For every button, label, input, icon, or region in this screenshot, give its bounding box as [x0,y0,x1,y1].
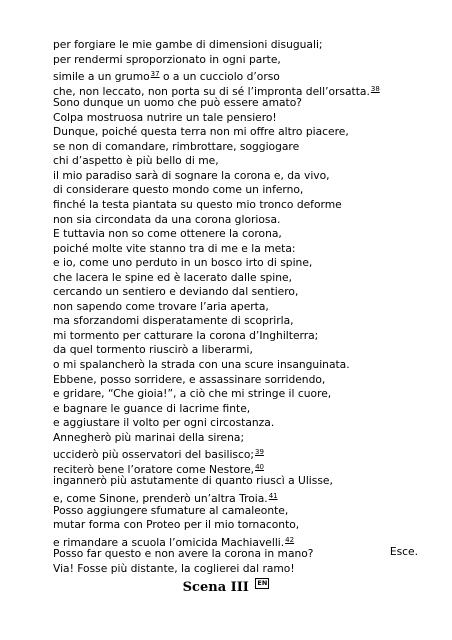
verse-text: poiché molte vite stanno tra di me e la meta: [53,241,296,255]
verse-text: mutar forma con Proteo per il mio tornaconto, [53,518,300,532]
verse-text: e, come Sinone, prenderò un’altra Troia. [53,491,268,505]
verse-line [53,53,433,68]
verse-text: e bagnare le guance di lacrime finte, [53,401,251,415]
verse-line [53,169,433,184]
verse-line [53,140,433,155]
verse-line [53,154,433,169]
verse-line [53,242,433,257]
verse-line [53,416,433,431]
verse-text: Colpa mostruosa nutrire un tale pensiero! [53,110,277,124]
verse-text: non sia circondata da una corona gloriosa. [53,212,281,226]
verse-text: Annegherò più marinai della sirena; [53,430,245,444]
verse-line [53,460,433,475]
verse-text: che lacera le spine ed è lacerato dalle spine, [53,270,293,284]
verse-text: reciterò bene l’oratore come Nestore, [53,462,255,476]
verse-line [53,504,433,519]
verse-text: di considerare questo mondo come un inferno, [53,183,304,197]
verse-text: e gridare, “Che gioia!”, a ciò che mi stringe il cuore, [53,387,332,401]
verse-line [53,111,433,126]
verse-text: Via! Fosse più distante, la coglierei dal ramo! [53,561,295,575]
verse-text: il mio paradiso sarà di sognare la corona e, da vivo, [53,168,330,182]
verse-text: finché la testa piantata su questo mio tronco deforme [53,198,342,212]
verse-text: cercando un sentiero e deviando dal sentiero, [53,285,299,299]
verse-text: se non di comandare, rimbrottare, soggiogare [53,139,300,153]
verse-text: Posso far questo e non avere la corona in mano? [53,547,314,561]
verse-text: simile a un grumo [53,70,150,84]
footnote-link[interactable]: 37 [150,70,160,79]
verse-line [53,547,433,562]
verse-text: Posso aggiungere sfumature al camaleonte, [53,503,289,517]
verse-text: che, non leccato, non porta su di sé l’impronta dell’orsatta. [53,84,370,98]
verse-text: e io, come uno perduto in un bosco irto di spine, [53,256,313,270]
verse-text: o mi spalancherò la strada con una scure insanguinata. [53,358,350,372]
verse-text: Sono dunque un uomo che può essere amato? [53,96,302,110]
footnote-link[interactable]: 42 [285,535,295,544]
verse-line [53,314,433,329]
verse-text: per rendermi sproporzionato in ogni parte, [53,52,281,66]
verse-line [53,358,433,373]
verse-text: ingannerò più astutamente di quanto riuscì a Ulisse, [53,474,333,488]
verse-line [53,285,433,300]
verse-line [53,227,433,242]
verse-line [53,198,433,213]
verse-line [53,213,433,228]
verse-line [53,67,433,82]
verse-text: per forgiare le mie gambe di dimensioni disuguali; [53,38,323,51]
verse-line [53,474,433,489]
verse-line [53,96,433,111]
stage-direction: Esce. [389,545,418,558]
verse-text: chi d’aspetto è più bello di me, [53,154,219,168]
scene-title: Scena III [182,580,249,595]
verse-text: e rimandare a scuola l’omicida Machiavelli. [53,535,285,549]
verse-line [53,402,433,417]
verse-line [53,82,433,97]
verse-line [53,300,433,315]
scene-heading [0,578,452,595]
verse-line [53,533,433,548]
verse-line [53,125,433,140]
verse-line [53,38,433,53]
verse-line [53,373,433,388]
verse-line [53,256,433,271]
verse-text: E tuttavia non so come ottenere la corona, [53,227,282,241]
verse-line [53,343,433,358]
footnote-link[interactable]: 41 [268,491,278,500]
verse-line [53,445,433,460]
verse-text: ucciderò più osservatori del basilisco; [53,448,255,462]
verse-line [53,489,433,504]
language-switch-button[interactable]: EN [257,579,268,587]
verse-line [53,271,433,286]
footnote-link[interactable]: 39 [255,448,264,457]
verse-block [53,38,433,576]
verse-text: e aggiustare il volto per ogni circostanza. [53,416,275,430]
verse-text: mi tormento per catturare la corona d’Inghilterra; [53,328,319,342]
verse-line [53,183,433,198]
verse-text: Ebbene, posso sorridere, e assassinare sorridendo, [53,372,326,386]
verse-text: non sapendo come trovare l’aria aperta, [53,299,269,313]
verse-line [53,518,433,533]
verse-line [53,387,433,402]
verse-line [53,431,433,446]
footnote-link[interactable]: 40 [255,462,264,471]
verse-text-continued: o a un cucciolo d’orso [159,70,280,84]
verse-text: ma sforzandomi disperatamente di scoprirla, [53,314,294,328]
verse-line [53,329,433,344]
verse-text: Dunque, poiché questa terra non mi offre altro piacere, [53,125,349,139]
verse-text: da quel tormento riuscirò a liberarmi, [53,343,253,357]
verse-line [53,562,433,577]
footnote-link[interactable]: 38 [370,84,380,93]
